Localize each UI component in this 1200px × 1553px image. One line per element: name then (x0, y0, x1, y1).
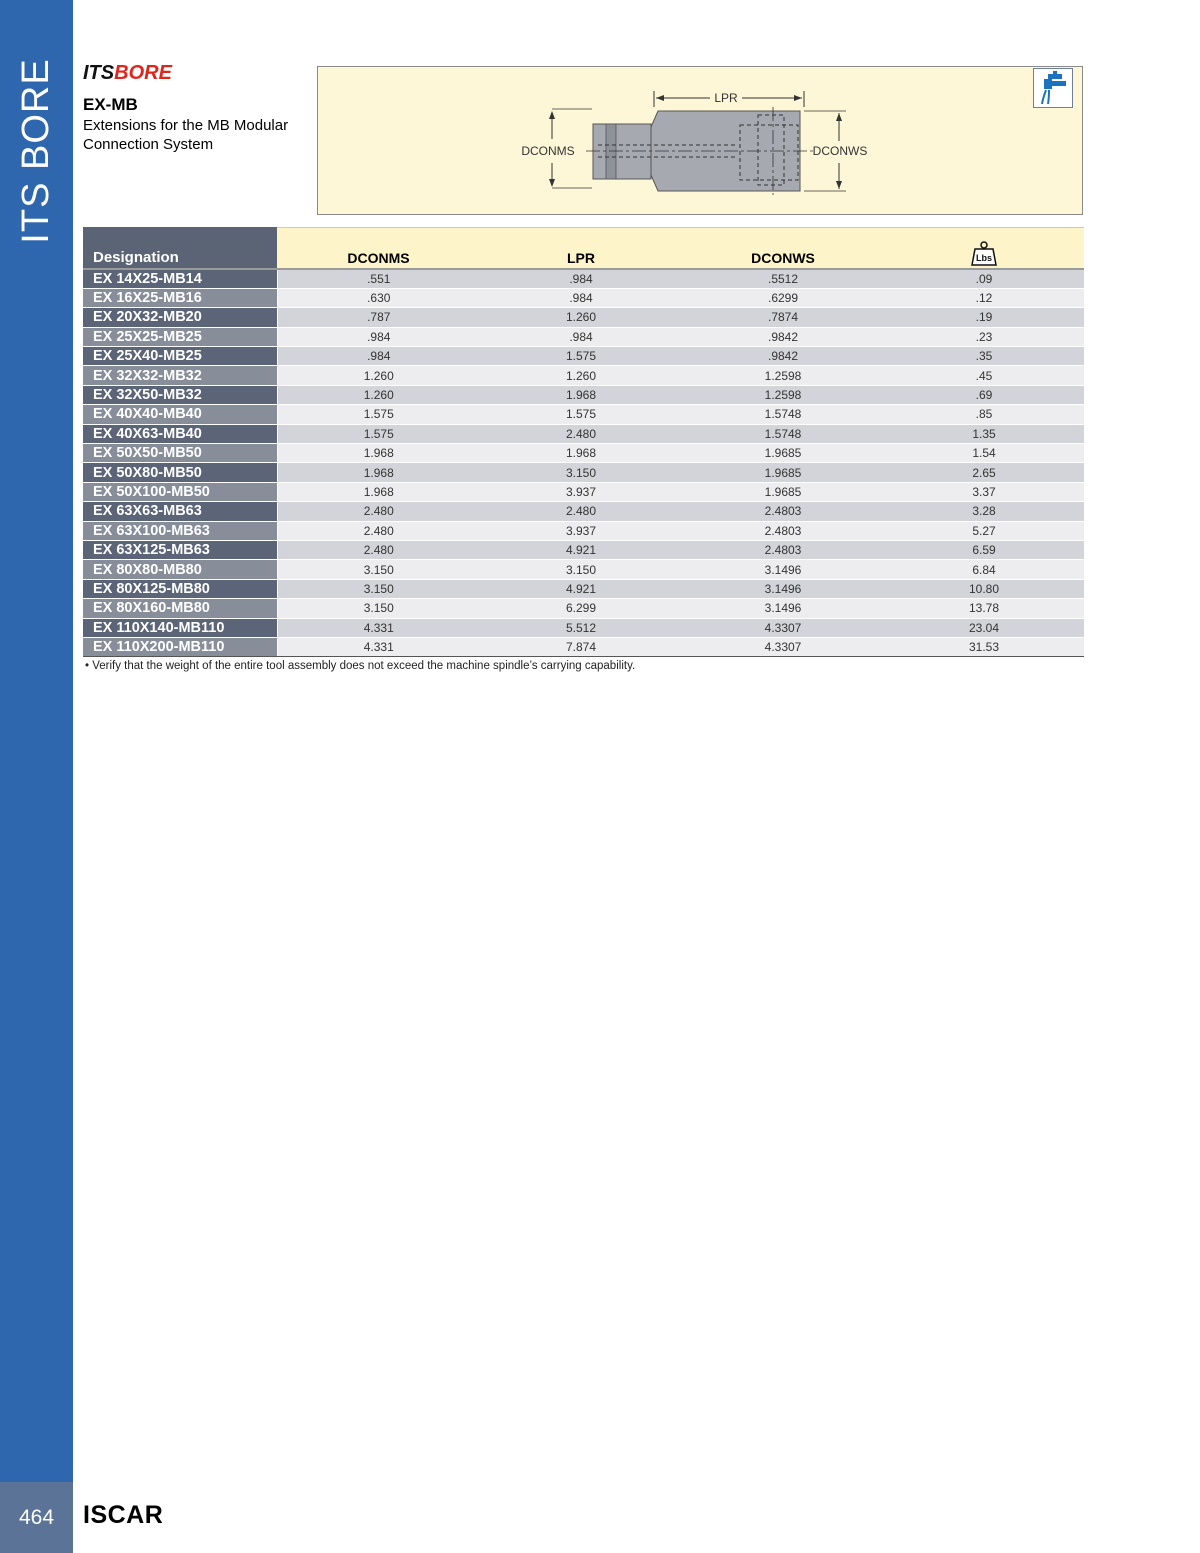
dconms-cell: .984 (277, 347, 480, 366)
designation-cell: EX 32X32-MB32 (83, 366, 277, 385)
table-row (83, 444, 1084, 463)
dconms-cell: 4.331 (277, 618, 480, 637)
dconms-cell: 1.968 (277, 444, 480, 463)
table-row (83, 502, 1084, 521)
lpr-cell: 3.150 (480, 463, 682, 482)
weight-cell: .12 (884, 288, 1084, 307)
weight-cell: 10.80 (884, 579, 1084, 598)
dconms-cell: 3.150 (277, 599, 480, 618)
product-title: EX-MB (83, 95, 138, 114)
lpr-cell: 7.874 (480, 637, 682, 656)
itsbore-logo (83, 62, 172, 85)
lpr-cell: 1.260 (480, 308, 682, 327)
weight-cell: .19 (884, 308, 1084, 327)
dconws-cell: 1.5748 (682, 424, 884, 443)
weight-cell: 23.04 (884, 618, 1084, 637)
weight-cell: 5.27 (884, 521, 1084, 540)
dconms-cell: 1.575 (277, 424, 480, 443)
table-row (83, 347, 1084, 366)
dconms-label: DCONMS (521, 144, 575, 158)
weight-cell: 6.84 (884, 560, 1084, 579)
weight-cell: .45 (884, 366, 1084, 385)
dconws-cell: 1.2598 (682, 385, 884, 404)
dconms-cell: 2.480 (277, 502, 480, 521)
table-row (83, 482, 1084, 501)
weight-cell: 1.35 (884, 424, 1084, 443)
table-row (83, 385, 1084, 404)
dconms-cell: 3.150 (277, 560, 480, 579)
dconws-cell: .9842 (682, 347, 884, 366)
table-row (83, 637, 1084, 656)
specification-table (83, 227, 1084, 657)
page-number: 464 (18, 1506, 55, 1529)
tool-diagram (317, 66, 1083, 215)
weight-cell: .85 (884, 405, 1084, 424)
shank-part (593, 124, 651, 179)
lpr-cell: 1.968 (480, 444, 682, 463)
dconws-cell: 3.1496 (682, 579, 884, 598)
shank-groove (606, 124, 616, 179)
dconms-cell: 1.968 (277, 463, 480, 482)
weight-cell: 3.28 (884, 502, 1084, 521)
section-title: ITS BORE (15, 58, 57, 244)
designation-cell: EX 63X63-MB63 (83, 502, 277, 521)
lpr-cell: 3.937 (480, 521, 682, 540)
dconws-cell: 4.3307 (682, 618, 884, 637)
dconws-cell: 3.1496 (682, 599, 884, 618)
lpr-cell: 2.480 (480, 502, 682, 521)
designation-cell: EX 110X200-MB110 (83, 637, 277, 656)
dconms-cell: 1.968 (277, 482, 480, 501)
footnote: • Verify that the weight of the entire tool assembly does not exceed the machine spindle’s carrying capability. (85, 660, 636, 672)
designation-cell: EX 63X100-MB63 (83, 521, 277, 540)
dconms-cell: .551 (277, 269, 480, 288)
lpr-cell: .984 (480, 288, 682, 307)
dconws-cell: 2.4803 (682, 540, 884, 559)
table-row (83, 599, 1084, 618)
table-row (83, 288, 1084, 307)
logo-part-its: ITS (83, 62, 115, 84)
designation-cell: EX 80X80-MB80 (83, 560, 277, 579)
lpr-cell: 6.299 (480, 599, 682, 618)
header-lpr: LPR (480, 228, 682, 270)
weight-icon-text: Lbs (975, 253, 993, 263)
table-header-row (83, 228, 1084, 270)
weight-cell: 2.65 (884, 463, 1084, 482)
dconms-cell: 2.480 (277, 540, 480, 559)
lpr-cell: 1.575 (480, 405, 682, 424)
table-row (83, 579, 1084, 598)
lpr-cell: 1.575 (480, 347, 682, 366)
lpr-cell: 4.921 (480, 540, 682, 559)
dconms-cell: 2.480 (277, 521, 480, 540)
brand-name: ISCAR (83, 1501, 164, 1529)
weight-cell: 31.53 (884, 637, 1084, 656)
lpr-cell: .984 (480, 269, 682, 288)
dconms-cell: .630 (277, 288, 480, 307)
dconms-cell: 4.331 (277, 637, 480, 656)
lpr-cell: 2.480 (480, 424, 682, 443)
dconms-cell: 1.575 (277, 405, 480, 424)
dconws-cell: 1.2598 (682, 366, 884, 385)
designation-cell: EX 14X25-MB14 (83, 269, 277, 288)
dconws-cell: 3.1496 (682, 560, 884, 579)
lpr-cell: 3.937 (480, 482, 682, 501)
designation-cell: EX 32X50-MB32 (83, 385, 277, 404)
table-row (83, 366, 1084, 385)
dconws-cell: .5512 (682, 269, 884, 288)
weight-cell: 3.37 (884, 482, 1084, 501)
designation-cell: EX 50X100-MB50 (83, 482, 277, 501)
header-designation: Designation (83, 228, 277, 270)
table-row (83, 560, 1084, 579)
weight-lbs-icon (970, 240, 998, 266)
designation-cell: EX 50X50-MB50 (83, 444, 277, 463)
dconws-cell: 2.4803 (682, 521, 884, 540)
lpr-cell: .984 (480, 327, 682, 346)
weight-cell: .69 (884, 385, 1084, 404)
header-dconms: DCONMS (277, 228, 480, 270)
table-row (83, 618, 1084, 637)
dconws-cell: 1.9685 (682, 463, 884, 482)
designation-cell: EX 80X125-MB80 (83, 579, 277, 598)
designation-cell: EX 80X160-MB80 (83, 599, 277, 618)
table-row (83, 308, 1084, 327)
designation-cell: EX 40X40-MB40 (83, 405, 277, 424)
designation-cell: EX 110X140-MB110 (83, 618, 277, 637)
weight-cell: 6.59 (884, 540, 1084, 559)
header-dconws: DCONWS (682, 228, 884, 270)
dconms-cell: .787 (277, 308, 480, 327)
designation-cell: EX 40X63-MB40 (83, 424, 277, 443)
designation-cell: EX 63X125-MB63 (83, 540, 277, 559)
header-weight (884, 228, 1084, 270)
lpr-label: LPR (714, 91, 738, 105)
dconms-cell: 3.150 (277, 579, 480, 598)
table-row (83, 540, 1084, 559)
designation-cell: EX 16X25-MB16 (83, 288, 277, 307)
coolant-faucet-icon (1033, 68, 1073, 108)
extension-drawing (318, 67, 1084, 216)
logo-part-bore: BORE (114, 62, 172, 84)
weight-cell: 1.54 (884, 444, 1084, 463)
dconws-label: DCONWS (812, 144, 868, 158)
lpr-cell: 1.260 (480, 366, 682, 385)
designation-cell: EX 50X80-MB50 (83, 463, 277, 482)
lpr-cell: 3.150 (480, 560, 682, 579)
dconws-cell: .9842 (682, 327, 884, 346)
product-subtitle: Extensions for the MB Modular Connection System (83, 117, 289, 153)
designation-cell: EX 20X32-MB20 (83, 308, 277, 327)
lpr-cell: 1.968 (480, 385, 682, 404)
weight-cell: .23 (884, 327, 1084, 346)
dconws-cell: 1.9685 (682, 482, 884, 501)
lpr-cell: 5.512 (480, 618, 682, 637)
table-row (83, 463, 1084, 482)
dconms-cell: .984 (277, 327, 480, 346)
lpr-cell: 4.921 (480, 579, 682, 598)
table-row (83, 424, 1084, 443)
dconws-cell: 1.9685 (682, 444, 884, 463)
designation-cell: EX 25X25-MB25 (83, 327, 277, 346)
dconws-cell: .6299 (682, 288, 884, 307)
dconms-cell: 1.260 (277, 385, 480, 404)
table-row (83, 269, 1084, 288)
weight-cell: 13.78 (884, 599, 1084, 618)
table-row (83, 405, 1084, 424)
dconws-cell: .7874 (682, 308, 884, 327)
dconws-cell: 4.3307 (682, 637, 884, 656)
dconms-cell: 1.260 (277, 366, 480, 385)
dconws-cell: 2.4803 (682, 502, 884, 521)
dconws-cell: 1.5748 (682, 405, 884, 424)
weight-cell: .09 (884, 269, 1084, 288)
table-row (83, 521, 1084, 540)
designation-cell: EX 25X40-MB25 (83, 347, 277, 366)
table-row (83, 327, 1084, 346)
weight-cell: .35 (884, 347, 1084, 366)
